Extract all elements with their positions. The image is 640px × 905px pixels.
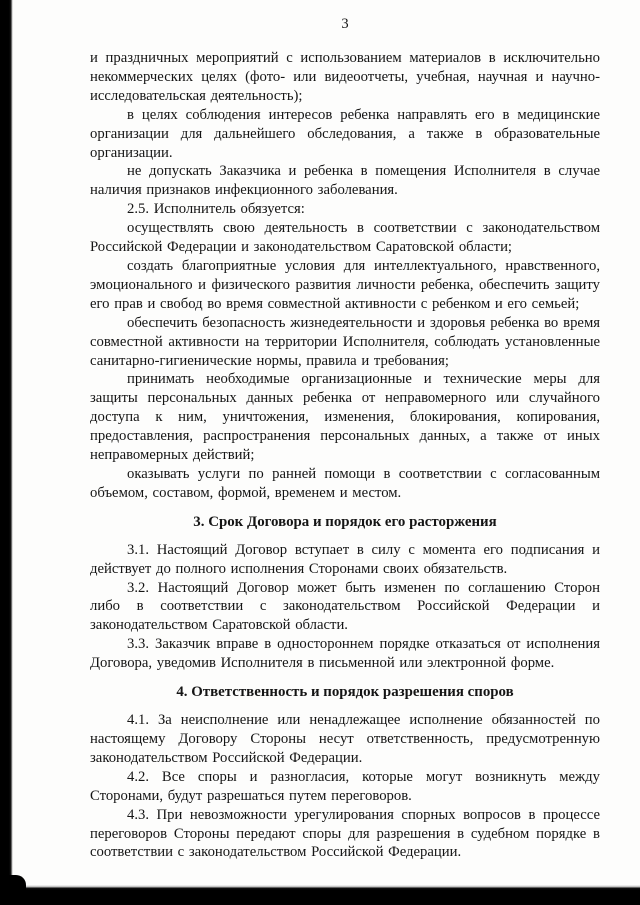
section-heading: 4. Ответственность и порядок разрешения споров <box>176 684 514 701</box>
scan-border-bottom <box>0 885 640 905</box>
paragraph: оказывать услуги по ранней помощи в соответствии с согласованным объемом, составом, формой, временем и местом. <box>90 465 600 501</box>
document-body <box>90 49 600 862</box>
paragraph: 4.1. За неисполнение или ненадлежащее исполнение обязанностей по настоящему Договору Стороны несут ответственность, предусмотренную законодательством Российской Федерации. <box>90 712 600 766</box>
paragraph: в целях соблюдения интересов ребенка направлять его в медицинские организации для дальнейшего обследования, а также в образовательные организации. <box>90 106 600 161</box>
page-number: 3 <box>341 16 349 32</box>
paragraph: осуществлять свою деятельность в соответствии с законодательством Российской Федерации и законодательством Саратовской области; <box>90 220 600 256</box>
paragraph: 3.2. Настоящий Договор может быть изменен по соглашению Сторон либо в соответствии с законодательством Российской Федерации и законодательством Саратовской области. <box>90 579 600 634</box>
paragraph: 2.5. Исполнитель обязуется: <box>127 201 305 218</box>
scan-border-left <box>0 0 13 905</box>
paragraph: создать благоприятные условия для интеллектуального, нравственного, эмоционального и физического развития личности ребенка, обеспечить защиту его прав и свобод во время совместной активности с ребенком и его семьей; <box>90 257 600 312</box>
section-heading: 3. Срок Договора и порядок его расторжения <box>193 513 497 530</box>
paragraph: 3.3. Заказчик вправе в одностороннем порядке отказаться от исполнения Договора, уведомив Исполнителя в письменной или электронной форме. <box>90 636 600 672</box>
paragraph: 4.3. При невозможности урегулирования спорных вопросов в процессе переговоров Стороны передают споры для разрешения в судебном порядке в соответствии с законодательством Российской Федерации. <box>90 806 600 861</box>
paragraph: не допускать Заказчика и ребенка в помещения Исполнителя в случае наличия признаков инфекционного заболевания. <box>90 163 600 199</box>
paragraph: обеспечить безопасность жизнедеятельности и здоровья ребенка во время совместной активности на территории Исполнителя, соблюдать установленные санитарно-гигиенические нормы, правила и требования; <box>90 314 600 369</box>
scan-border-corner <box>0 875 26 905</box>
paragraph: и праздничных мероприятий с использованием материалов в исключительно некоммерческих целях (фото- или видеоотчеты, учебная, научная и научно-исследовательская деятельность); <box>90 50 600 104</box>
paragraph: 3.1. Настоящий Договор вступает в силу с момента его подписания и действует до полного исполнения Сторонами своих обязательств. <box>90 541 600 577</box>
paragraph: 4.2. Все споры и разногласия, которые могут возникнуть между Сторонами, будут разрешаться путем переговоров. <box>90 768 600 804</box>
paragraph: принимать необходимые организационные и технические меры для защиты персональных данных ребенка от неправомерного или случайного доступа к ним, уничтожения, изменения, блокирования, копирования, предоставления, распространения персональных данных, а также от иных неправомерных действий; <box>90 371 600 464</box>
